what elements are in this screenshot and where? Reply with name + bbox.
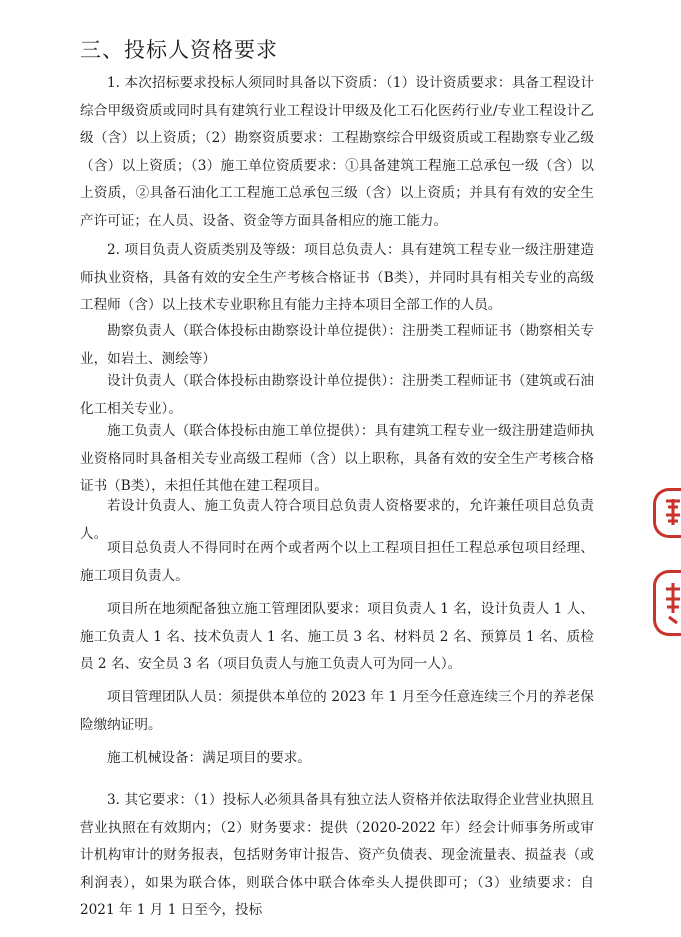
section-heading: 三、投标人资格要求	[80, 38, 278, 62]
paragraph-design-leader: 设计负责人（联合体投标由勘察设计单位提供）：注册类工程师证书（建筑或石油化工相关专业）。	[80, 373, 594, 417]
paragraph-concurrent-role: 若设计负责人、施工负责人符合项目总负责人资格要求的，允许兼任项目总负责人。	[80, 498, 594, 542]
paragraph-team-requirement: 项目所在地须配备独立施工管理团队要求：项目负责人 1 名，设计负责人 1 人、施工负责人 1 名、技术负责人 1 名、施工员 3 名、材料员 2 名、预算员 1 名、质检员 2 名、安全员 3 名（项目负责人与施工负责人可为同一人）。	[80, 601, 594, 672]
paragraph-restriction: 项目总负责人不得同时在两个或者两个以上工程项目担任工程总承包项目经理、施工项目负责人。	[80, 540, 594, 584]
paragraph-other-requirements: 3. 其它要求：（1）投标人必须具备具有独立法人资格并依法取得企业营业执照且营业执照在有效期内；（2）财务要求：提供（2020-2022 年）经会计师事务所或审计机构审计的财务报表，包括财务审计报告、资产负债表、现金流量表、损益表（或利润表），如果为联合体，则联合体中联合体牵头人提供即可；（3）业绩要求：自 2021 年 1 月 1 日至今，投标	[80, 792, 594, 918]
seal-glyph-top	[660, 491, 681, 535]
paragraph-construction-leader: 施工负责人（联合体投标由施工单位提供）：具有建筑工程专业一级注册建造师执业资格同时具备相关专业高级工程师（含）以上职称，具备有效的安全生产考核合格证书（B类），未担任其他在建工程项目。	[80, 423, 594, 494]
paragraph-equipment: 施工机械设备：满足项目的要求。	[107, 750, 311, 766]
seal-stamp-top	[653, 488, 681, 538]
paragraph-qualification: 1. 本次招标要求投标人须同时具备以下资质：（1）设计资质要求：具备工程设计综合甲级资质或同时具有建筑行业工程设计甲级及化工石化医药行业/专业工程设计乙级（含）以上资质；（2）勘察资质要求：工程勘察综合甲级资质或工程勘察专业乙级（含）以上资质；（3）施工单位资质要求：①具备建筑工程施工总承包一级（含）以上资质，②具备石油化工工程施工总承包三级（含）以上资质；并具有有效的安全生产许可证；在人员、设备、资金等方面具备相应的施工能力。	[80, 75, 594, 229]
seal-glyph-bottom	[660, 573, 681, 633]
paragraph-survey-leader: 勘察负责人（联合体投标由勘察设计单位提供）：注册类工程师证书（勘察相关专业，如岩土、测绘等）	[80, 323, 594, 367]
seal-stamp-bottom	[653, 570, 681, 636]
paragraph-project-leader: 2. 项目负责人资质类别及等级：项目总负责人：具有建筑工程专业一级注册建造师执业资格，具备有效的安全生产考核合格证书（B类），并同时具有相关专业的高级工程师（含）以上技术专业职称且有能力主持本项目全部工作的人员。	[80, 242, 594, 313]
paragraph-insurance: 项目管理团队人员：须提供本单位的 2023 年 1 月至今任意连续三个月的养老保险缴纳证明。	[80, 689, 594, 733]
